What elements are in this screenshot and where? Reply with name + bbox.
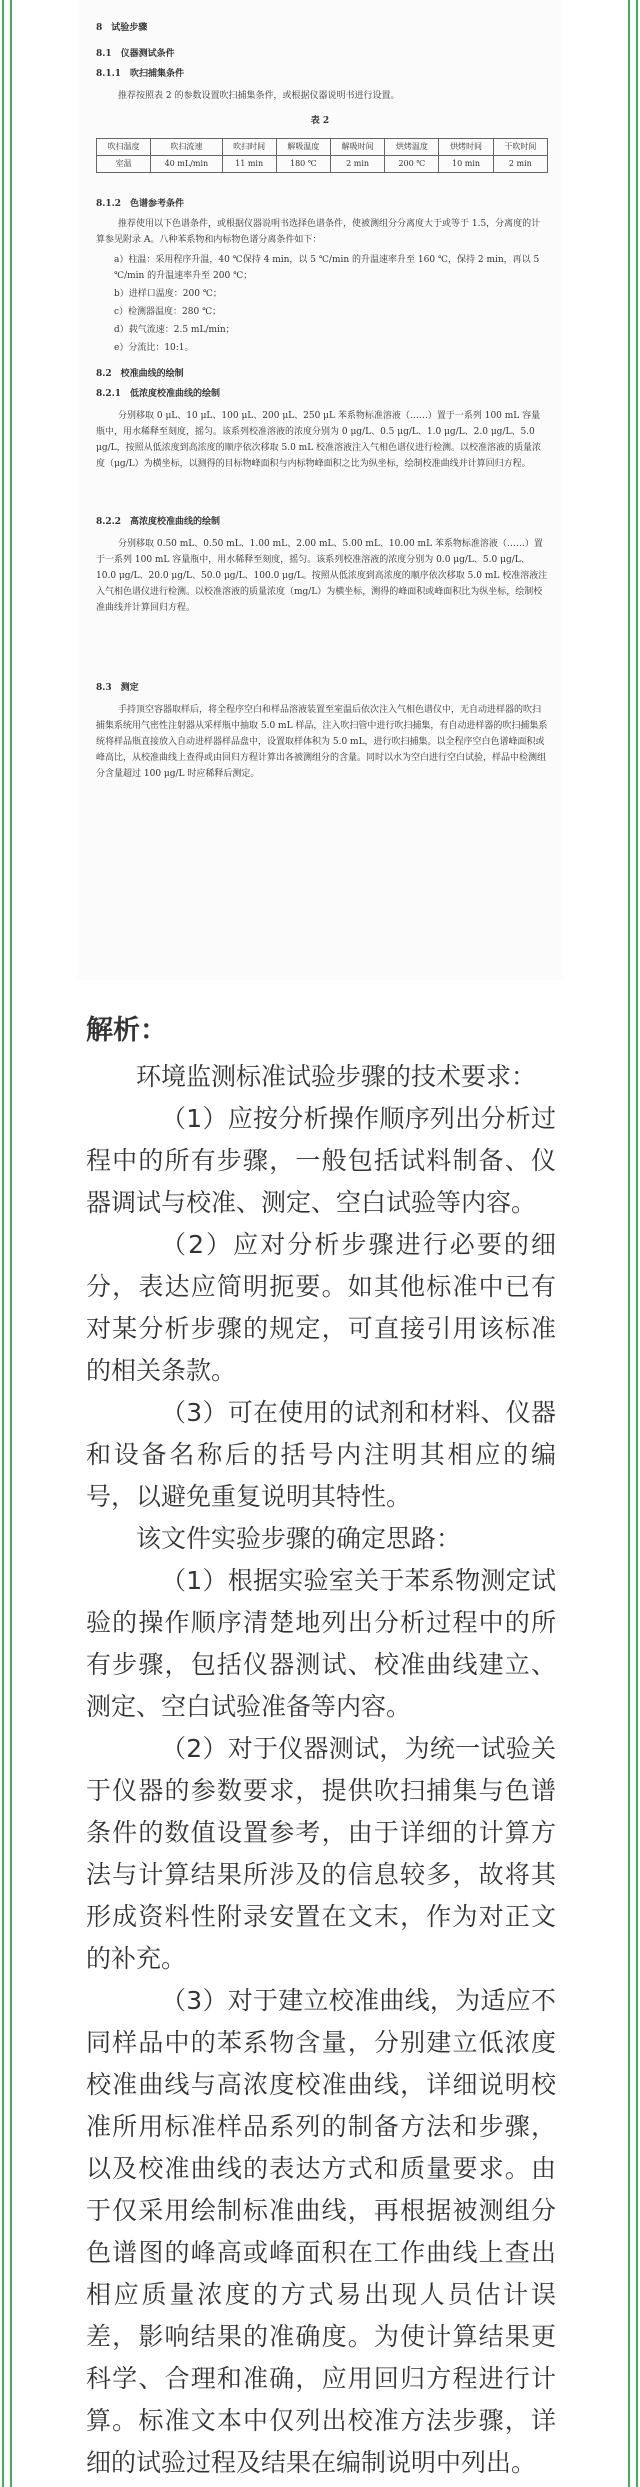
- section-8-3-heading: 8.3 测定: [96, 683, 139, 693]
- condition-item-d: d）载气流速：2.5 mL/min；: [114, 325, 235, 335]
- scanned-standard-document: [78, 0, 562, 980]
- requirement-2: （2）应对分析步骤进行必要的细分，表达应简明扼要。如其他标准中已有对某分析步骤的规定，可直接引用该标准的相关条款。: [86, 1230, 556, 1385]
- table-cell: 11 min: [222, 156, 276, 173]
- table-header-cell: 吹扫流速: [151, 139, 222, 156]
- table-header-cell: 烘烤温度: [385, 139, 439, 156]
- left-green-border: [2, 0, 12, 2487]
- approach-2: （2）对于仪器测试，为统一试验关于仪器的参数要求，提供吹扫捕集与色谱条件的数值设置参考，由于详细的计算方法与计算结果所涉及的信息较多，故将其形成资料性附录安置在文末，作为对正文的补充。: [86, 1734, 556, 1973]
- table-cell: 室温: [97, 156, 151, 173]
- low-concentration-paragraph: 分别移取 0 μL、10 μL、100 μL、200 μL、250 μL 苯系物标准溶液（……）置于一系列 100 mL 容量瓶中，用水稀释至刻度，摇匀。该系列校准溶液的浓度分别为 0 μg/L、0.5 μg/L、1.0 μg/L、2.0 μg/L、5.0 μg/L，按照从低浓度到高浓度的顺序依次移取 5.0 mL 校准溶液注入气相色谱仪进行检测。以校准溶液的质量浓度（μg/L）为横坐标，以测得的目标物峰面积与内标物峰面积之比为纵坐标，绘制校准曲线并计算回归方程。: [96, 411, 542, 469]
- right-green-border: [628, 0, 638, 2487]
- table-cell: 200 ℃: [385, 156, 439, 173]
- section-8-2-1-heading: 8.2.1 低浓度校准曲线的绘制: [96, 389, 221, 399]
- purge-trap-paragraph: 推荐按照表 2 的参数设置吹扫捕集条件，或根据仪器说明书进行设置。: [118, 91, 400, 101]
- section-8-2-2-heading: 8.2.2 高浓度校准曲线的绘制: [96, 517, 221, 527]
- approach-1: （1）根据实验室关于苯系物测定试验的操作顺序清楚地列出分析过程中的所有步骤，包括仪器测试、校准曲线建立、测定、空白试验准备等内容。: [86, 1566, 556, 1721]
- requirement-1: （1）应按分析操作顺序列出分析过程中的所有步骤，一般包括试料制备、仪器调试与校准、测定、空白试验等内容。: [86, 1104, 556, 1217]
- table-header-cell: 解吸温度: [276, 139, 330, 156]
- table-cell: 2 min: [330, 156, 384, 173]
- condition-item-b: b）进样口温度：200 ℃；: [114, 289, 222, 299]
- requirements-intro: 环境监测标准试验步骤的技术要求：: [136, 1062, 537, 1091]
- chromatography-paragraph: 推荐使用以下色谱条件，或根据仪器说明书选择色谱条件，使被测组分分离度大于或等于 1.5，分离度的计算参见附录 A。八种苯系物和内标物色谱分离条件如下：: [96, 219, 541, 245]
- table-header-row: [97, 139, 548, 156]
- table-cell: 180 ℃: [276, 156, 330, 173]
- condition-item-e: e）分流比：10:1。: [114, 343, 194, 353]
- high-concentration-paragraph: 分别移取 0.50 mL、0.50 mL、1.00 mL、2.00 mL、5.00 mL、10.00 mL 苯系物标准溶液（……）置于一系列 100 mL 容量瓶中，用水稀释至刻度，摇匀。该系列校准溶液的浓度分别为 0.0 μg/L、5.0 μg/L、10.0 μg/L、20.0 μg/L、50.0 μg/L、100.0 μg/L。按照从低浓度到高浓度的顺序依次移取 5.0 mL 校准溶液注入气相色谱仪进行检测。以校准溶液的质量浓度（mg/L）为横坐标，测得的峰面积或峰面积比为纵坐标，绘制校准曲线并计算回归方程。: [96, 539, 548, 613]
- section-8-heading: 8 试验步骤: [96, 23, 148, 33]
- section-8-1-1-heading: 8.1.1 吹扫捕集条件: [96, 69, 185, 79]
- condition-item-a: a）柱温：采用程序升温，40 ℃保持 4 min，以 5 ℃/min 的升温速率升至 160 ℃，保持 2 min，再以 5 ℃/min 的升温速率升至 200 ℃；: [114, 255, 540, 281]
- table-header-cell: 吹扫温度: [97, 139, 151, 156]
- analysis-section: [86, 1010, 556, 2484]
- approach-3: （3）对于建立校准曲线，为适应不同样品中的苯系物含量，分别建立低浓度校准曲线与高浓度校准曲线，详细说明校准所用标准样品系列的制备方法和步骤，以及校准曲线的表达方式和质量要求。由于仅采用绘制标准曲线，再根据被测组分色谱图的峰高或峰面积在工作曲线上查出相应质量浓度的方式易出现人员估计误差，影响结果的准确度。为使计算结果更科学、合理和准确，应用回归方程进行计算。标准文本中仅列出校准方法步骤，详细的试验过程及结果在编制说明中列出。: [86, 1986, 556, 2477]
- analysis-title: 解析：: [86, 1015, 167, 1046]
- measurement-paragraph: 手持顶空容器取样后，将全程序空白和样品溶液装置至室温后依次注入气相色谱仪中，无自动进样器的吹扫捕集系统用气密性注射器从采样瓶中抽取 5.0 mL 样品，注入吹扫管中进行吹扫捕集，有自动进样器的吹扫捕集系统将样品瓶直接放入自动进样器样品盘中，设置取样体积为 5.0 mL，进行吹扫捕集。以全程序空白色谱峰面积或峰高比，从校准曲线上查得或由回归方程计算出各被测组分的含量。同时以水为空白进行空白试验，样品中检测组分含量超过 100 μg/L 时应稀释后测定。: [96, 705, 548, 779]
- purge-trap-parameter-table: [96, 138, 548, 173]
- table-cell: 40 mL/min: [151, 156, 222, 173]
- section-8-1-2-heading: 8.1.2 色谱参考条件: [96, 199, 185, 209]
- approach-intro: 该文件实验步骤的确定思路：: [136, 1524, 462, 1553]
- condition-item-c: c）检测器温度：280 ℃；: [114, 307, 222, 317]
- requirement-3: （3）可在使用的试剂和材料、仪器和设备名称后的括号内注明其相应的编号，以避免重复说明其特性。: [86, 1398, 556, 1511]
- table-header-cell: 解吸时间: [330, 139, 384, 156]
- table-cell: 10 min: [439, 156, 493, 173]
- table-row: [97, 156, 548, 173]
- table-header-cell: 吹扫时间: [222, 139, 276, 156]
- table-caption: 表 2: [310, 116, 330, 126]
- table-header-cell: 干吹时间: [493, 139, 547, 156]
- table-header-cell: 烘烤时间: [439, 139, 493, 156]
- section-8-1-heading: 8.1 仪器测试条件: [96, 49, 175, 59]
- table-cell: 2 min: [493, 156, 547, 173]
- section-8-2-heading: 8.2 校准曲线的绘制: [96, 369, 184, 379]
